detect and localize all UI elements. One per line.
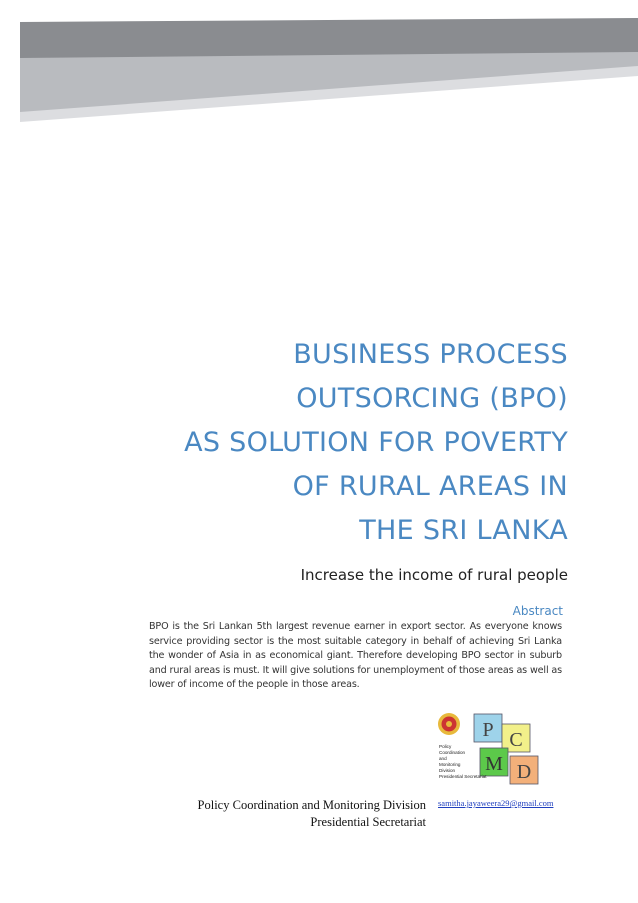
footer-division: Policy Coordination and Monitoring Division	[197, 798, 426, 812]
pcmd-logo-graphic	[436, 712, 546, 794]
header-band	[0, 0, 638, 130]
logo-caption-line: Presidential Secretariat	[439, 774, 487, 779]
logo-letter: P	[482, 719, 494, 741]
title-line: OUTSORCING (BPO)	[296, 383, 568, 414]
title-line: BUSINESS PROCESS	[293, 339, 568, 370]
logo-letter: D	[516, 761, 532, 783]
abstract-heading: Abstract	[512, 604, 563, 618]
document-subtitle: Increase the income of rural people	[300, 566, 568, 584]
logo-caption-line: Division	[439, 768, 456, 773]
logo-caption-line: Monitoring	[439, 762, 461, 767]
footer-secretariat: Presidential Secretariat	[310, 815, 426, 829]
logo-letter: C	[509, 729, 523, 751]
logo-letter: M	[485, 753, 503, 775]
pcmd-logo	[436, 712, 546, 794]
emblem-icon	[438, 713, 460, 735]
email-link[interactable]: samitha.jayaweera29@gmail.com	[438, 798, 554, 808]
title-line: AS SOLUTION FOR POVERTY	[184, 427, 568, 458]
title-line: THE SRI LANKA	[359, 515, 568, 546]
logo-caption-line: Coordination	[439, 750, 466, 755]
logo-caption-line: Policy	[439, 744, 452, 749]
logo-caption-line: and	[439, 756, 447, 761]
title-line: OF RURAL AREAS IN	[292, 471, 568, 502]
footer-organization	[198, 797, 426, 831]
document-title	[108, 333, 568, 553]
abstract-text: BPO is the Sri Lankan 5th largest revenue earner in export sector. As everyone knows service providing sector is the most suitable category in behalf of achieving Sri Lanka the wonder of Asia in as economical giant. Therefore developing BPO sector in suburb and rural areas is must. It will give solutions for unemployment of those areas as well as lower of income of the people in those areas.	[149, 621, 562, 691]
